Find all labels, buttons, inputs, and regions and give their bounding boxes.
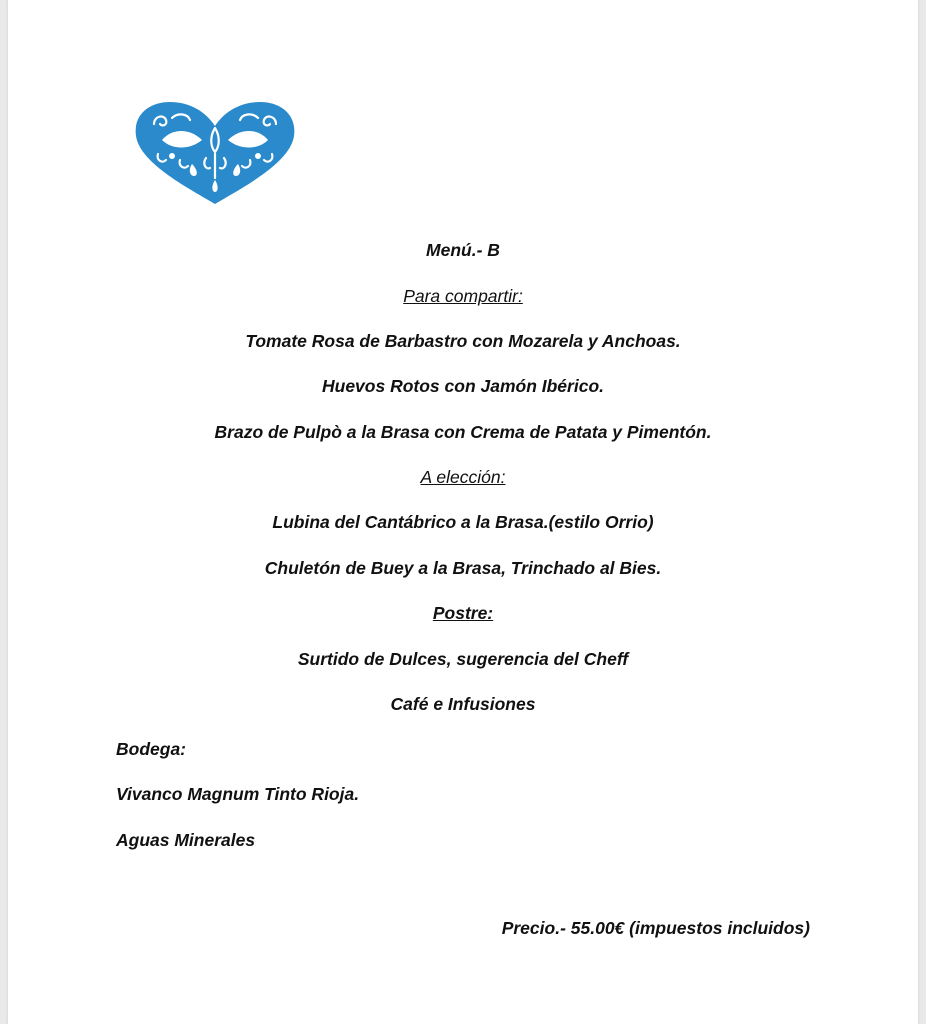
heart-mask-logo-icon <box>132 98 298 208</box>
cellar-heading: Bodega: <box>116 739 186 759</box>
choice-item: Lubina del Cantábrico a la Brasa.(estilo Orrio) <box>272 512 654 532</box>
menu-title: Menú.- B <box>426 240 500 260</box>
share-item: Brazo de Pulpò a la Brasa con Crema de Patata y Pimentón. <box>214 422 712 442</box>
cellar-item: Vivanco Magnum Tinto Rioja. <box>116 784 360 804</box>
dessert-item: Surtido de Dulces, sugerencia del Cheff <box>297 649 629 669</box>
menu-page <box>8 0 918 1024</box>
section-share-heading: Para compartir: <box>403 286 523 306</box>
section-dessert-heading: Postre: <box>432 603 494 623</box>
section-choice-heading: A elección: <box>420 467 506 487</box>
choice-item: Chuletón de Buey a la Brasa, Trinchado al Bies. <box>264 558 662 578</box>
menu-price: Precio.- 55.00€ (impuestos incluidos) <box>501 918 810 938</box>
share-item: Tomate Rosa de Barbastro con Mozarela y Anchoas. <box>245 331 681 351</box>
cellar-item: Aguas Minerales <box>116 830 256 850</box>
dessert-item: Café e Infusiones <box>390 694 536 714</box>
share-item: Huevos Rotos con Jamón Ibérico. <box>322 376 604 396</box>
